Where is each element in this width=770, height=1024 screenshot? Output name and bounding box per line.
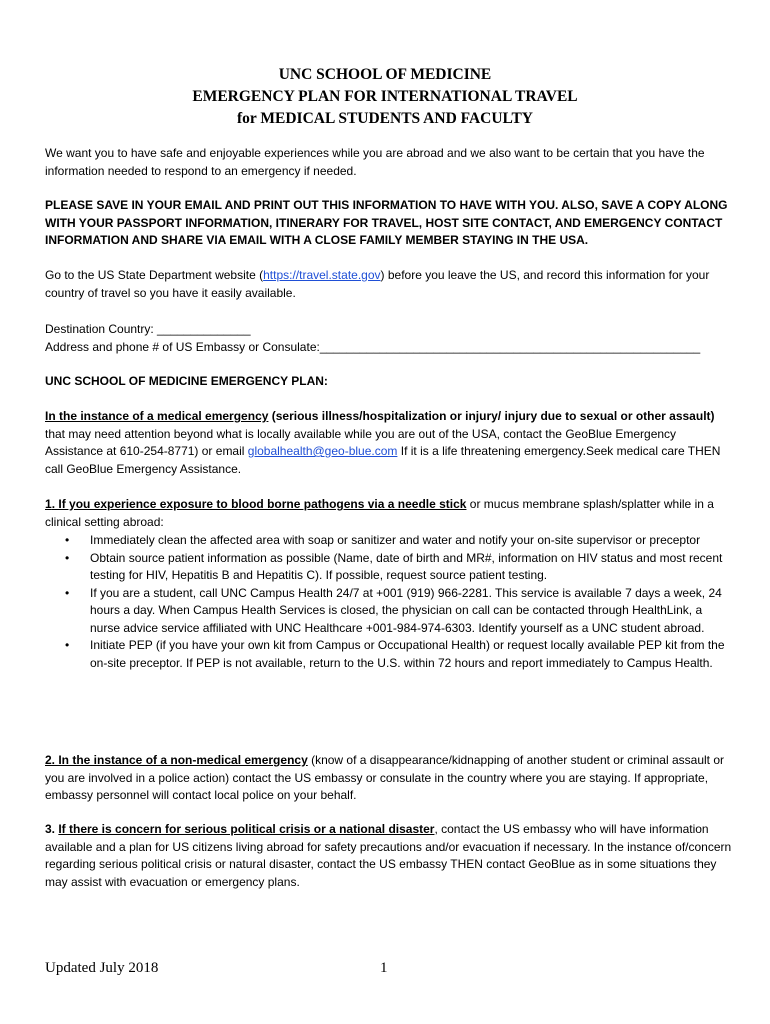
section-1-number: 1 xyxy=(45,497,52,511)
footer-page-number: 1 xyxy=(380,960,388,976)
medical-text-2: If it is a life threatening emergency.Seek medical care THEN call GeoBlue Emergency Assistance. xyxy=(45,444,721,476)
bullet-text: Initiate PEP (if you have your own kit from Campus or Occupational Health) or request locally available PEP kit from the on-site preceptor. If PEP is not available, return to the U.S. within 72 hours and report immediately to Campus Health. xyxy=(90,638,725,670)
section-3 xyxy=(45,821,735,891)
list-item xyxy=(45,585,735,638)
bullet-text: Immediately clean the affected area with soap or sanitizer and water and notify your on-site supervisor or preceptor xyxy=(90,533,701,547)
section-2-text: (know of a disappearance/kidnapping of another student or criminal assault or you are involved in a police action) contact the US embassy or consulate in the country where you are staying. If appropriate, embassy personnel will contact local police on your behalf. xyxy=(45,753,724,802)
title-line-3: for MEDICAL STUDENTS AND FACULTY xyxy=(237,110,533,127)
section-1-heading: . If you experience exposure to blood borne pathogens via a needle stick xyxy=(51,497,467,511)
bullet-text: Obtain source patient information as possible (Name, date of birth and MR#, information on HIV status and most recent testing for HIV, Hepatitis B and Hepatitis C). If possible, request source patient testing. xyxy=(90,550,723,582)
travel-form xyxy=(45,321,735,356)
list-item xyxy=(45,637,735,672)
state-department-paragraph xyxy=(45,267,735,302)
section-3-text: , contact the US embassy who will have information available and a plan for US citizens living abroad for safety precautions and/or evacuation if necessary. In the instance of/concern regarding serious political crisis or natural disaster, contact the US embassy THEN contact GeoBlue as in some situations they may assist with evacuation or emergency plans. xyxy=(45,822,732,889)
bullet-icon: • xyxy=(65,638,70,652)
section-1-intro xyxy=(45,496,735,531)
section-2 xyxy=(45,752,735,805)
document-title xyxy=(0,64,770,130)
intro-paragraph: We want you to have safe and enjoyable experiences while you are abroad and we also want to be certain that you have the information needed to respond to an emergency if needed. xyxy=(45,146,705,178)
footer-updated-date: Updated July 2018 xyxy=(45,960,159,976)
list-item xyxy=(45,532,735,550)
title-line-2: EMERGENCY PLAN FOR INTERNATIONAL TRAVEL xyxy=(192,88,578,105)
save-notice: PLEASE SAVE IN YOUR EMAIL AND PRINT OUT THIS INFORMATION TO HAVE WITH YOU. ALSO, SAVE A COPY ALONG WITH YOUR PASSPORT INFORMATION, ITINERARY FOR TRAVEL, HOST SITE CONTACT, AND EMERGENCY CONTACT INFORMATION AND SHARE VIA EMAIL WITH A CLOSE FAMILY MEMBER STAYING IN THE USA. xyxy=(45,198,728,247)
destination-country-field: Destination Country: ______________ xyxy=(45,322,251,336)
bullet-icon: • xyxy=(65,533,70,547)
bullet-text: If you are a student, call UNC Campus Health 24/7 at +001 (919) 966-2281. This service is available 7 days a week, 24 hours a day. When Campus Health Services is closed, the physician on call can be contacted through HealthLink, a nurse advice service affiliated with UNC Healthcare +001-984-974-6303. Identify yourself as a UNC student abroad. xyxy=(90,585,722,635)
state-dept-text-after: ) before you leave the US, and record this information for your country of travel so you have it easily available. xyxy=(45,268,710,300)
state-dept-link[interactable]: https://travel.state.gov xyxy=(263,268,381,282)
title-line-1: UNC SCHOOL OF MEDICINE xyxy=(278,66,492,83)
state-dept-text-before: Go to the US State Department website ( xyxy=(45,268,264,282)
medical-emergency-paragraph xyxy=(45,408,735,478)
section-3-number: 3. xyxy=(45,822,59,836)
bullet-icon: • xyxy=(65,585,70,600)
plan-heading: UNC SCHOOL OF MEDICINE EMERGENCY PLAN: xyxy=(45,374,328,388)
section-1 xyxy=(45,496,735,672)
medical-heading-detail: (serious illness/hospitalization or injury/ injury due to sexual or other assault) xyxy=(268,409,715,423)
embassy-address-field: Address and phone # of US Embassy or Consulate:_________________________________________________________ xyxy=(45,339,701,354)
medical-text-1: that may need attention beyond what is locally available while you are out of the USA, contact the GeoBlue Emergency Assistance at 610-254-8771) or email xyxy=(45,426,677,458)
section-3-heading: If there is concern for serious political crisis or a national disaster xyxy=(58,822,435,836)
section-1-text: or mucus membrane splash/splatter while in a clinical setting abroad: xyxy=(45,497,714,529)
section-1-bullet-list xyxy=(45,532,735,672)
geoblue-email-link[interactable]: globalhealth@geo-blue.com xyxy=(247,444,398,458)
list-item xyxy=(45,550,735,585)
bullet-icon: • xyxy=(65,550,70,565)
section-2-heading: 2. In the instance of a non-medical emergency xyxy=(45,753,308,767)
medical-heading: In the instance of a medical emergency xyxy=(45,409,269,423)
